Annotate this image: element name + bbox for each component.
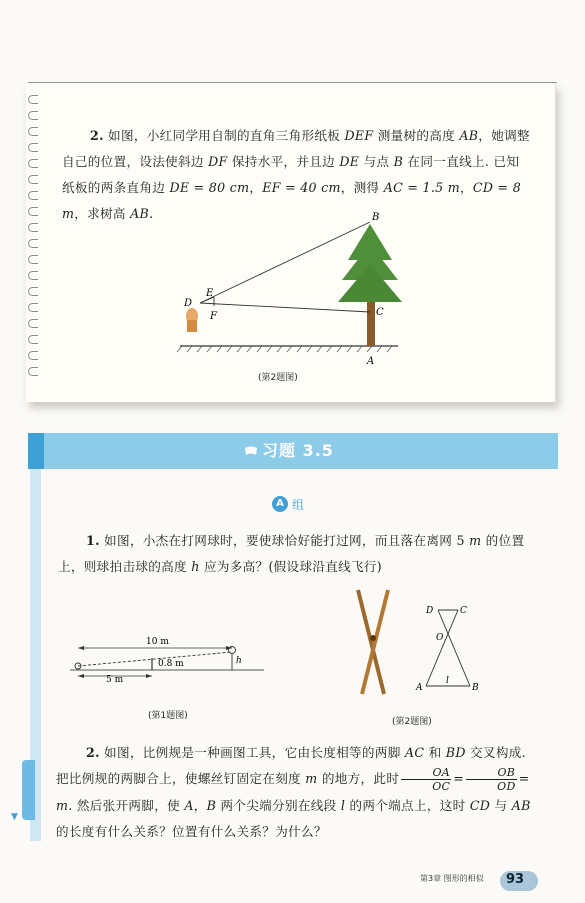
text: ， [193, 798, 207, 813]
var: AB [130, 206, 150, 221]
figure-2-caption: (第2题图) [392, 717, 432, 727]
exercise-title: 习题 3.5 [262, 441, 334, 460]
figure-caption: (第2题图) [258, 373, 298, 383]
label-D: D [184, 298, 193, 309]
label-C: C [460, 606, 467, 616]
spiral-binding [28, 95, 42, 395]
condition: CD = 8 m [62, 180, 522, 221]
text: . [149, 206, 154, 221]
figure-1-caption: (第1题图) [148, 711, 188, 721]
label-F: F [210, 311, 217, 322]
text: 的两个端点上，这时 [345, 798, 470, 813]
label-C: C [376, 307, 384, 318]
var: DE [339, 154, 360, 169]
condition: AC = 1.5 m [383, 180, 461, 195]
condition: EF = 40 cm [262, 180, 341, 195]
text: ， [460, 180, 473, 195]
var: AC [404, 745, 425, 760]
question-2-text [56, 740, 534, 845]
unit: m [469, 533, 482, 548]
text: ，她调整自己的位置，设法使斜边 [62, 128, 530, 169]
tennis-figure [64, 630, 274, 690]
var: CD [469, 798, 491, 813]
denominator: OD [497, 780, 516, 793]
text: 然后张开两脚，使 [72, 798, 185, 813]
var: AB [511, 798, 531, 813]
text: 的长度有什么关系？位置有什么关系？为什么？ [56, 824, 327, 839]
var: DEF [344, 128, 374, 143]
down-arrow-icon: ▼ [11, 812, 18, 822]
var: B [393, 154, 404, 169]
text: 如图，比例规是一种画图工具，它由长度相等的两脚 [99, 745, 405, 760]
chapter-footer: 第3章 图形的相似 [420, 874, 484, 883]
text: 在同一直线上. 已知纸板的两条直角边 [62, 154, 520, 195]
question-number: 1. [86, 533, 100, 548]
label-B: B [372, 212, 380, 223]
var: B [206, 798, 217, 813]
label-D: D [426, 606, 434, 616]
text: 应为多高？(假设球沿直线飞行) [199, 559, 383, 574]
compass-figure [350, 582, 500, 702]
text: 和 [424, 745, 446, 760]
question-number: 2. [86, 745, 100, 760]
numerator: OB [466, 766, 516, 780]
text: ，求树高 [74, 206, 131, 221]
text: 保持水平，并且边 [227, 154, 340, 169]
page-number: 93 [506, 872, 525, 887]
var: AB [459, 128, 479, 143]
text: 两个尖端分别在线段 [216, 798, 341, 813]
text: 的位置上，则球拍击球的高度 [58, 533, 525, 574]
text: 交叉构成. 把比例规的两脚合上，使螺丝钉固定在刻度 [56, 745, 526, 786]
dim-08m: 0.8 m [158, 659, 184, 669]
var: h [191, 559, 200, 574]
problem-number: 2. [90, 128, 104, 143]
condition: DE = 80 cm [169, 180, 250, 195]
label-O: O [436, 633, 444, 643]
equals-m: = m. [56, 771, 530, 813]
label-B: B [472, 683, 479, 693]
top-rule [28, 82, 557, 83]
text: 测量树的高度 [373, 128, 460, 143]
exercise-icon [244, 446, 258, 456]
header-accent [28, 433, 44, 469]
proportional-compass [358, 590, 384, 694]
fraction-ob-od [466, 766, 516, 793]
var: m [305, 771, 318, 786]
label-A: A [367, 356, 375, 367]
dim-5m: 5 m [106, 675, 124, 685]
text: 与 [490, 798, 512, 813]
denominator: OC [432, 780, 451, 793]
text: 如图，小红同学用自制的直角三角形纸板 [103, 128, 345, 143]
fraction-oa-oc [401, 766, 451, 793]
label-h: h [236, 656, 242, 666]
label-E: E [206, 288, 214, 299]
group-badge: A [272, 496, 288, 512]
var: BD [445, 745, 466, 760]
var: DF [208, 154, 228, 169]
label-A: A [416, 683, 423, 693]
side-tab [22, 760, 35, 820]
dim-10m: 10 m [146, 637, 169, 647]
text: 与点 [359, 154, 394, 169]
var: A [184, 798, 194, 813]
text: ，测得 [340, 180, 384, 195]
text: ， [249, 180, 263, 195]
equals: = [453, 771, 465, 786]
tree-figure [170, 208, 410, 368]
text: 如图，小杰在打网球时，要使球恰好能打过网，而且落在离网 5 [99, 533, 470, 548]
group-label: 组 [292, 498, 305, 512]
label-l: l [446, 676, 449, 686]
question-1-text [58, 528, 536, 580]
text: 的地方，此时 [317, 771, 400, 786]
numerator: OA [401, 766, 451, 780]
var: l [340, 798, 346, 813]
